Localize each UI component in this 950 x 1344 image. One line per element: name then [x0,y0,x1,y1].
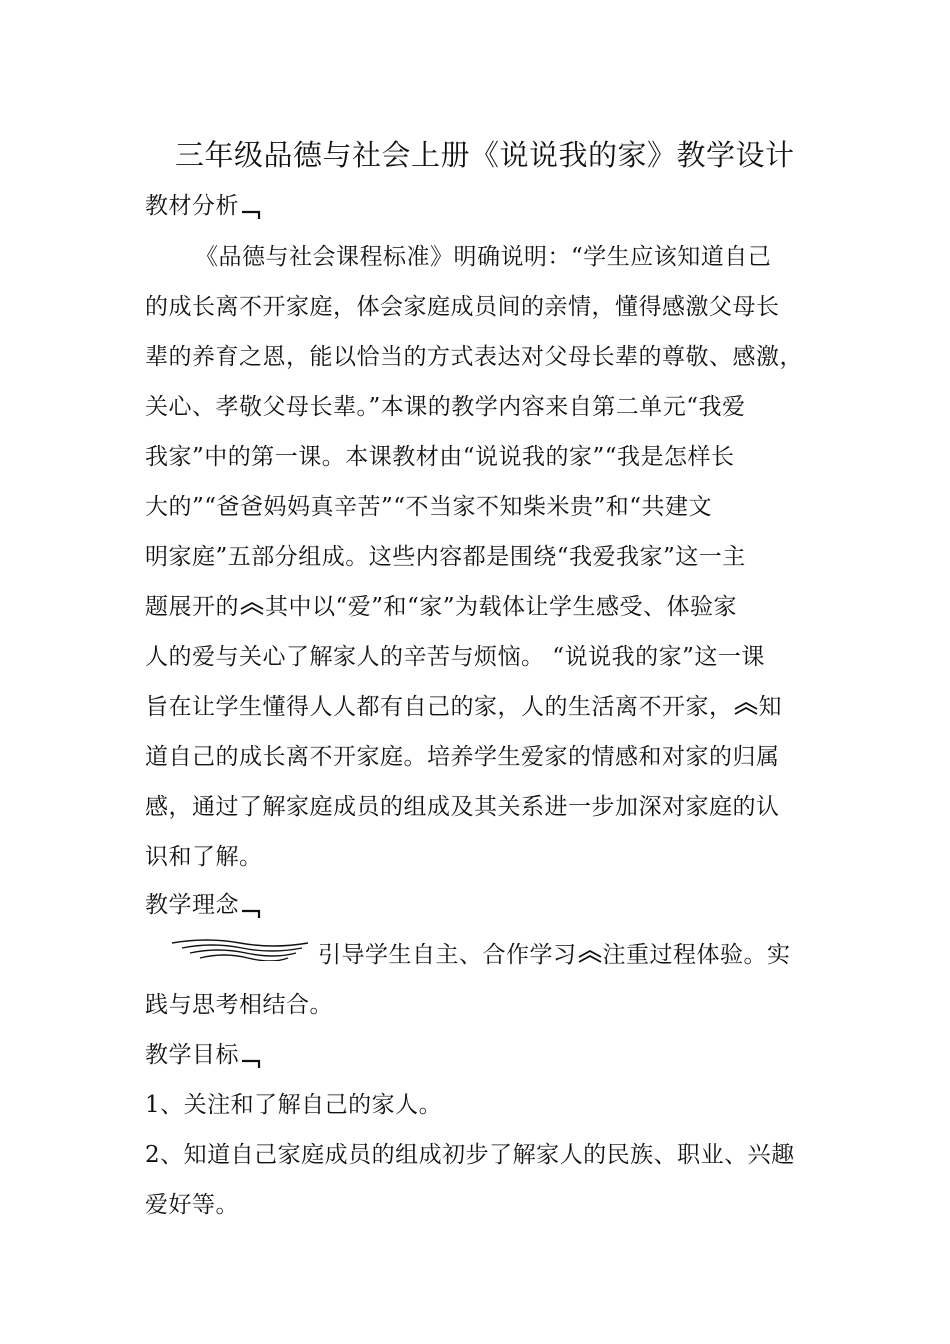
paragraph-line: 大的”“爸爸妈妈真辛苦”“不当家不知柴米贵”和“共建文 [145,494,713,520]
paragraph-line: 识和了解。 [145,844,263,870]
double-chevron-icon [733,701,759,715]
paragraph-line: 人的爱与关心了解家人的辛苦与烦恼。 “说说我的家”这一课 [145,644,765,670]
corner-mark-icon [241,905,261,919]
corner-mark-icon [241,1055,261,1069]
heading-text: 教材分析 [145,193,239,219]
paragraph-line: 明家庭”五部分组成。这些内容都是围绕“我爱我家”这一主 [145,544,746,570]
heading-text: 教学目标 [145,1042,239,1068]
line-segment: 旨在让学生懂得人人都有自己的家，人的生活离不开家， [145,694,733,720]
line-segment: 引导学生自主、合作学习 [318,942,577,968]
section-heading-concept [145,886,261,919]
double-chevron-icon [239,601,265,615]
line-segment: 注重过程体验。实 [602,942,791,968]
corner-mark-icon [241,206,261,220]
wavy-lines-icon [170,937,310,961]
document-title: 三年级品德与社会上册《说说我的家》教学设计 [175,138,795,172]
goal-item: 1、关注和了解自己的家人。 [145,1092,443,1118]
double-chevron-icon [577,949,603,963]
paragraph-line: 道自己的成长离不开家庭。培养学生爱家的情感和对家的归属 [145,744,780,770]
goal-item: 2、知道自己家庭成员的组成初步了解家人的民族、职业、兴趣 [145,1142,795,1168]
goal-item-continued: 爱好等。 [145,1192,239,1218]
line-segment: 题展开的 [145,594,239,620]
paragraph-line: 我家”中的第一课。本课教材由“说说我的家”“我是怎样长 [145,444,735,470]
paragraph-line: 《品德与社会课程标准》明确说明：“学生应该知道自己 [195,244,772,270]
section-heading-goals [145,1036,261,1069]
paragraph-line: 的成长离不开家庭，体会家庭成员间的亲情，懂得感激父母长 [145,294,780,320]
line-segment: 其中以“爱”和“家”为载体让学生感受、体验家 [265,594,738,620]
paragraph-line [318,936,791,969]
paragraph-line [145,588,737,621]
paragraph-line: 践与思考相结合。 [145,992,333,1018]
heading-text: 教学理念 [145,892,239,918]
paragraph-line: 关心、孝敬父母长辈。”本课的教学内容来自第二单元“我爱 [145,394,746,420]
line-segment: 知 [758,694,782,720]
paragraph-line: 感，通过了解家庭成员的组成及其关系进一步加深对家庭的认 [145,794,780,820]
section-heading-analysis [145,187,261,220]
paragraph-line: 辈的养育之恩，能以恰当的方式表达对父母长辈的尊敬、感激， [145,344,803,370]
paragraph-line [145,688,782,721]
